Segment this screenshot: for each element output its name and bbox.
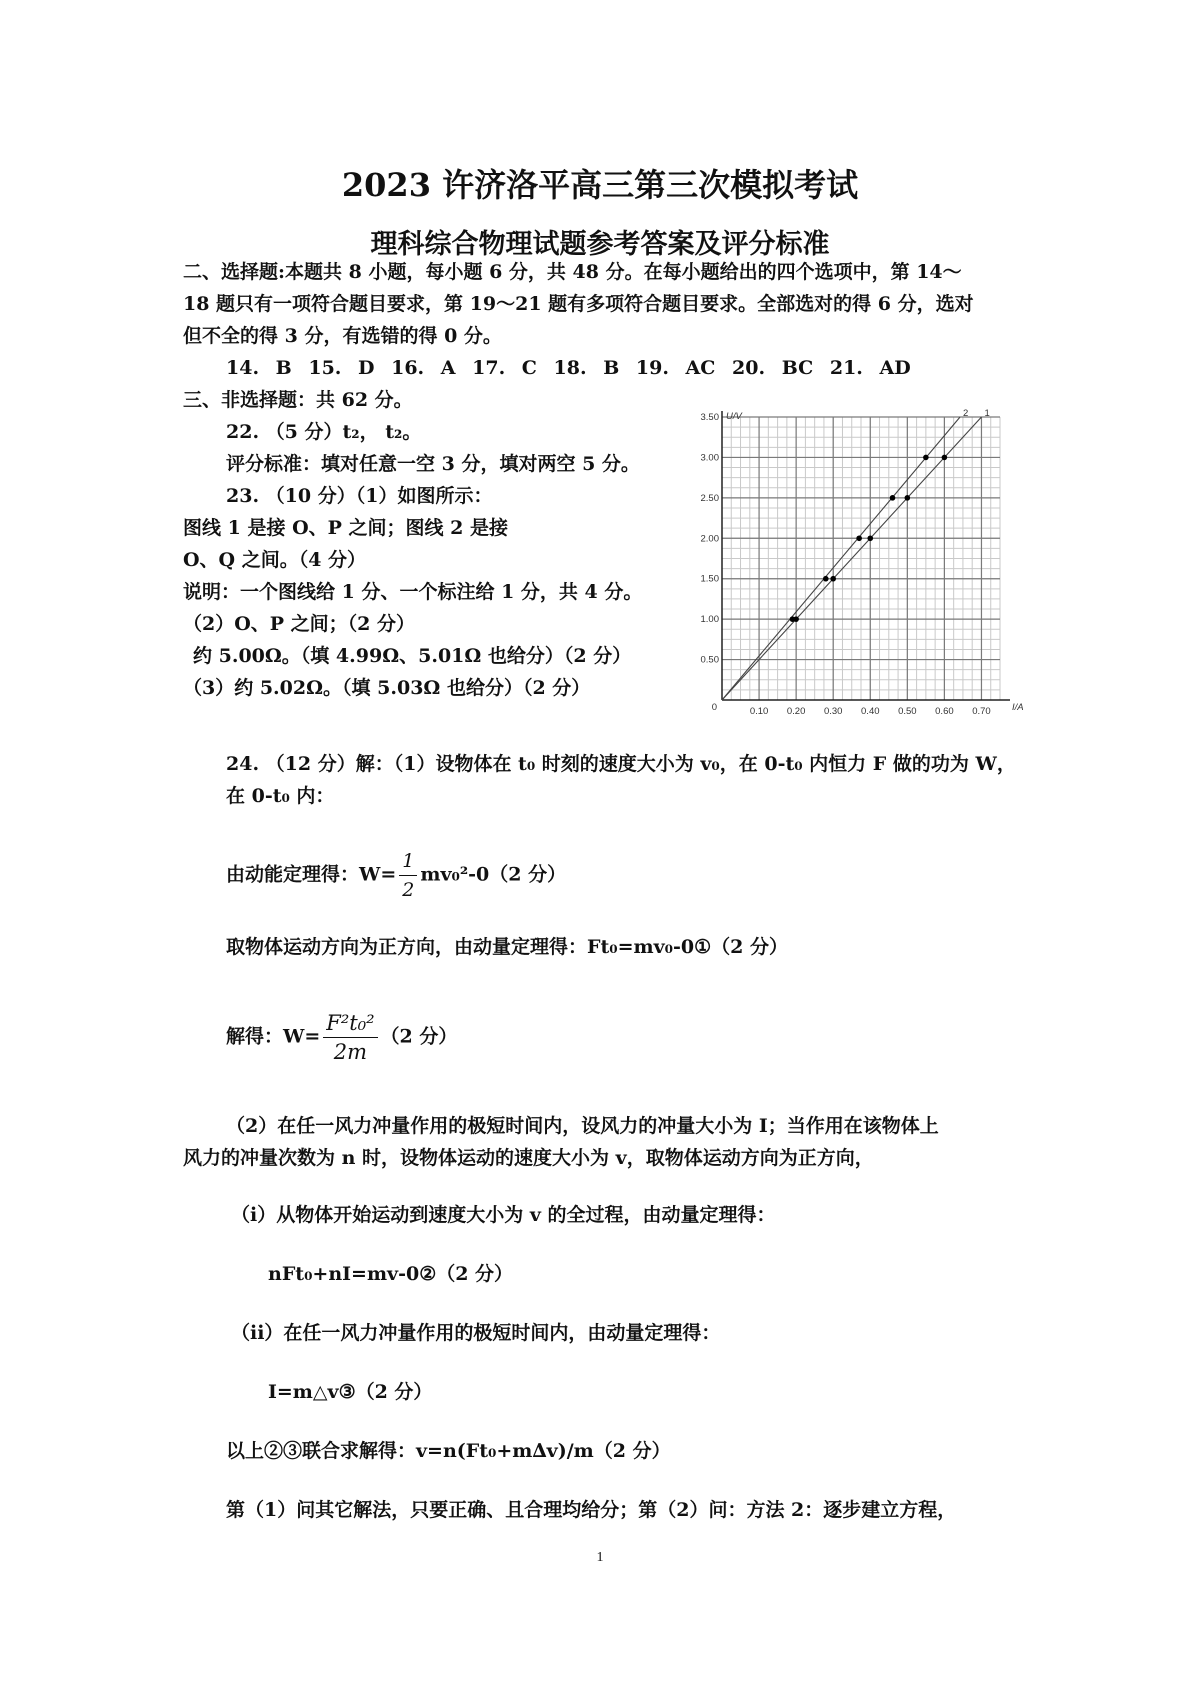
q24-part-2-line-1: （2）在任一风力冲量作用的极短时间内，设风力的冲量大小为 I；当作用在该物体上 — [226, 1115, 939, 1137]
q24-alternative-note: 第（1）问其它解法，只要正确、且合理均给分；第（2）问：方法 2：逐步建立方程， — [226, 1499, 957, 1521]
section-2-intro-line-1: 二、选择题:本题共 8 小题，每小题 6 分，共 48 分。在每小题给出的四个选项中，第 14～ — [183, 261, 962, 283]
graph-axes — [722, 411, 1010, 700]
x-tick-label: 0.30 — [823, 706, 843, 717]
section-2-intro-line-2: 18 题只有一项符合题目要求，第 19～21 题有多项符合题目要求。全部选对的得 6 分，选对 — [183, 293, 974, 315]
fraction-work — [323, 1010, 377, 1065]
x-tick-label: 0.10 — [749, 706, 769, 717]
data-point — [790, 616, 796, 622]
y-tick-label: 3.50 — [700, 412, 719, 423]
q23-line-2: O、Q 之间。（4 分） — [183, 549, 367, 571]
q24-intro-line-1: 24. （12 分）解：（1）设物体在 t₀ 时刻的速度大小为 v₀，在 0-t₀ 内恒力 F 做的功为 W， — [226, 753, 1016, 775]
data-point — [830, 576, 836, 582]
q24-combined-result: 以上②③联合求解得：v=n(Ft₀+m∆v)/m（2 分） — [226, 1440, 671, 1462]
q23-heading: 23. （10 分）（1）如图所示： — [226, 485, 493, 507]
graph-axis-labels — [726, 408, 1024, 713]
fraction-denominator: 2m — [333, 1040, 368, 1064]
q24-part-ii: （ii）在任一风力冲量作用的极短时间内，由动量定理得： — [231, 1322, 721, 1344]
fraction-one-half — [399, 848, 417, 903]
x-tick-label: 0.60 — [935, 706, 954, 717]
series-label-1: 1 — [984, 408, 990, 419]
q24-solution-prefix: 解得：W= — [226, 1025, 321, 1048]
data-point — [942, 455, 948, 461]
page-number: 1 — [596, 1550, 604, 1565]
fraction-numerator: 1 — [399, 848, 417, 876]
q22-answer: 22. （5 分）t₂， t₂。 — [226, 421, 422, 443]
q24-eq-3: I=m△v③（2 分） — [268, 1381, 433, 1403]
data-point — [923, 455, 929, 461]
data-point — [823, 576, 829, 582]
q24-part-2-line-2: 风力的冲量次数为 n 时，设物体运动的速度大小为 v，取物体运动方向为正方向， — [183, 1147, 874, 1169]
data-point — [890, 495, 896, 501]
u-i-graph — [700, 407, 1030, 730]
fraction-denominator: 2 — [402, 879, 415, 901]
origin-label: 0 — [711, 702, 717, 713]
y-tick-label: 1.00 — [700, 614, 719, 626]
q24-momentum-eq: 取物体运动方向为正方向，由动量定理得：Ft₀=mv₀-0①（2 分） — [226, 936, 788, 958]
q24-kinetic-suffix: mv₀²-0（2 分） — [420, 863, 567, 886]
q23-part-2: （2）O、P 之间；（2 分） — [183, 613, 416, 635]
x-tick-label: 0.70 — [972, 706, 991, 717]
q24-intro-line-2: 在 0-t₀ 内： — [226, 785, 335, 807]
x-axis-label: I/A — [1012, 702, 1024, 713]
section-3-heading: 三、非选择题：共 62 分。 — [183, 389, 413, 411]
y-tick-label: 0.50 — [700, 654, 719, 666]
x-tick-label: 0.40 — [861, 706, 880, 717]
graph-minor-grid — [722, 417, 1000, 700]
data-point — [905, 495, 911, 501]
fraction-numerator: F²t₀² — [323, 1010, 377, 1038]
y-tick-label: 1.50 — [700, 573, 719, 585]
data-point — [856, 535, 862, 541]
y-tick-label: 3.00 — [700, 452, 719, 464]
x-tick-label: 0.50 — [898, 706, 917, 717]
data-point — [867, 535, 873, 541]
y-tick-label: 2.00 — [700, 533, 719, 545]
q24-eq-2: nFt₀+nI=mv-0②（2 分） — [268, 1263, 514, 1285]
page-subtitle: 理科综合物理试题参考答案及评分标准 — [370, 229, 830, 260]
q23-part-3: （3）约 5.02Ω。（填 5.03Ω 也给分）（2 分） — [183, 677, 591, 699]
q22-scoring: 评分标准：填对任意一空 3 分，填对两空 5 分。 — [226, 453, 640, 475]
q23-note: 说明：一个图线给 1 分、一个标注给 1 分，共 4 分。 — [183, 581, 643, 603]
q24-solution-suffix: （2 分） — [380, 1025, 458, 1048]
q24-kinetic-energy-eq — [226, 848, 566, 903]
q23-part-2-value: 约 5.00Ω。（填 4.99Ω、5.01Ω 也给分）（2 分） — [193, 645, 632, 667]
section-2-intro-line-3: 但不全的得 3 分，有选错的得 0 分。 — [183, 325, 502, 347]
page-title: 2023 许济洛平高三第三次模拟考试 — [341, 166, 859, 204]
q23-line-1: 图线 1 是接 O、P 之间；图线 2 是接 — [183, 517, 508, 539]
y-tick-label: 2.50 — [700, 492, 719, 504]
choice-answers: 14. B 15. D 16. A 17. C 18. B 19. AC 20. BC 21. AD — [226, 357, 911, 379]
q24-solution-eq — [226, 1010, 457, 1065]
x-tick-label: 0.20 — [786, 706, 806, 717]
q24-part-i: （i）从物体开始运动到速度大小为 v 的全过程，由动量定理得： — [231, 1204, 776, 1226]
series-label-2: 2 — [963, 408, 969, 419]
q24-kinetic-prefix: 由动能定理得：W= — [226, 863, 397, 886]
y-axis-label: U/V — [726, 411, 742, 422]
